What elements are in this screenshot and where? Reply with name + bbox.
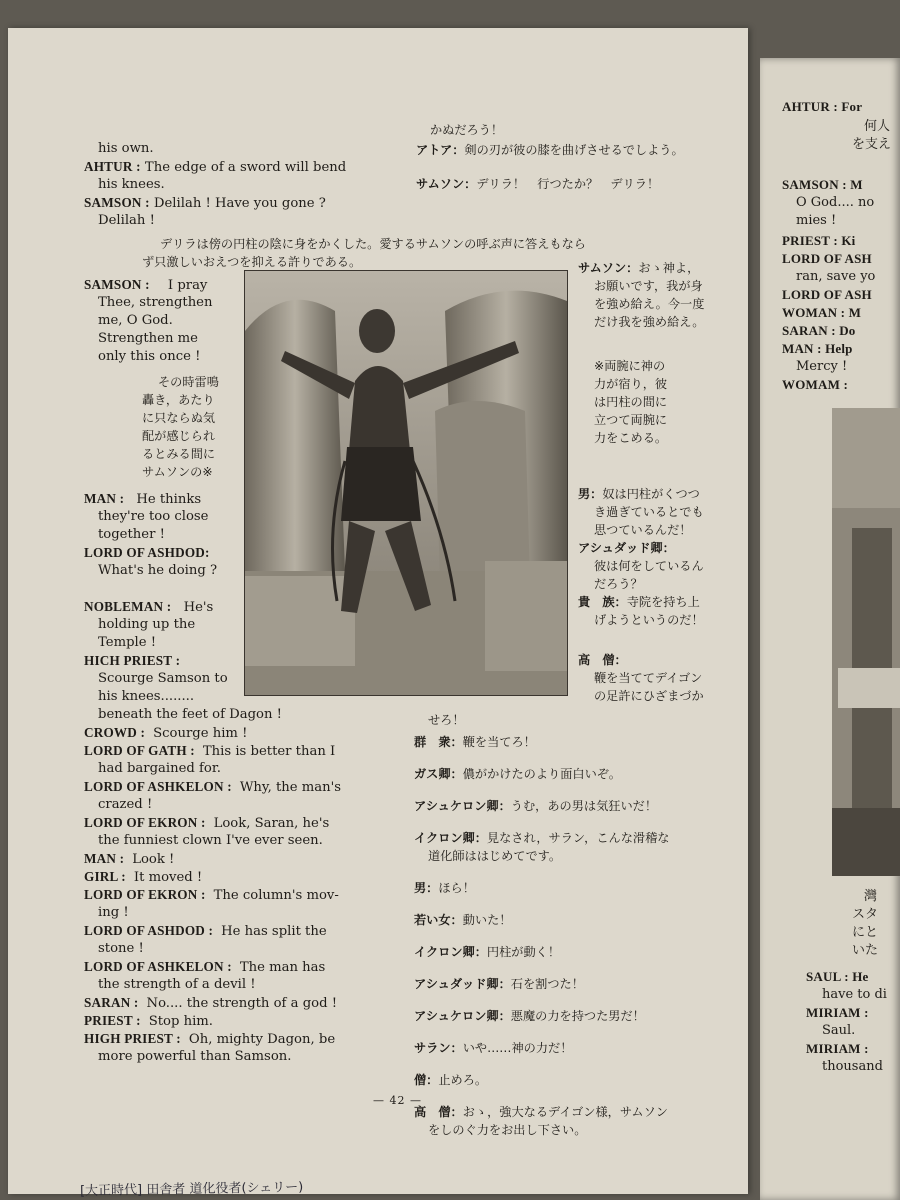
- dialogue-text: This is better than I: [202, 744, 336, 759]
- stage-note-line: 立つて両腕に: [594, 413, 668, 427]
- page-number: — 42 —: [373, 1094, 422, 1107]
- text-line: MAN : Help: [782, 341, 853, 356]
- dialogue-text: 悪魔の力を持つた男だ！: [510, 1009, 645, 1023]
- text-line: SARAN : Do: [782, 323, 856, 338]
- dialogue-line: [414, 830, 669, 847]
- dialogue-line: [414, 1072, 487, 1089]
- speaker-label: CROWD :: [84, 725, 146, 740]
- dialogue-text: The edge of a sword will bend: [144, 160, 347, 175]
- speaker-label: LORD OF EKRON :: [84, 887, 206, 902]
- text-line: 鞭を当ててデイゴン: [594, 671, 703, 685]
- text-line: Scourge Samson to: [98, 671, 228, 686]
- dialogue-text: It moved !: [133, 870, 203, 885]
- text-line: thousand: [822, 1059, 883, 1074]
- dialogue-text: 儂がかけたのより面白いぞ。: [462, 767, 621, 781]
- text-line: WOMAM :: [782, 377, 849, 392]
- text-line: をしのぐ力をお出し下さい。: [428, 1123, 587, 1137]
- speaker-label: HIGH PRIEST :: [84, 1031, 181, 1046]
- stage-direction-line: デリラは傍の円柱の陰に身をかくした。愛するサムソンの呼ぶ声に答えもなら: [160, 237, 586, 251]
- text-line: only this once !: [98, 349, 201, 364]
- speaker-label: ガス卿：: [414, 767, 463, 781]
- text-line: せろ！: [428, 713, 465, 727]
- text-line: の足許にひざまづか: [594, 689, 704, 703]
- text-line: 彼は何をしているん: [594, 559, 704, 573]
- speaker-label: NOBLEMAN :: [84, 599, 172, 614]
- dialogue-samson-en: [84, 194, 326, 212]
- text-line: have to di: [822, 987, 887, 1002]
- text-line: LORD OF ASH: [782, 287, 872, 302]
- dialogue-text: The man has: [239, 960, 326, 975]
- text-line: mies !: [796, 213, 837, 228]
- speaker-label: イクロン卿：: [414, 831, 487, 845]
- dialogue-text: 見なされ，サラン，こんな滑稽な: [486, 831, 670, 845]
- speaker-label: SAMSON :: [84, 277, 150, 292]
- speaker-label: 僧：: [414, 1073, 439, 1087]
- dialogue-line: [414, 976, 584, 993]
- dialogue-text: 円柱が動く！: [486, 945, 561, 959]
- dialogue-line: [84, 1012, 213, 1030]
- speaker-label: 高 僧：: [414, 1105, 463, 1119]
- dialogue-text: He thinks: [136, 492, 202, 507]
- dialogue-line: [84, 922, 327, 940]
- text-line: PRIEST : Ki: [782, 233, 856, 248]
- text-line: the funniest clown I've ever seen.: [98, 833, 323, 848]
- dialogue-line: [414, 944, 560, 961]
- text-line: だろう？: [594, 577, 643, 591]
- dialogue-nobleman-jp: [578, 594, 700, 611]
- text-line: they're too close: [98, 509, 209, 524]
- dialogue-text: おゝ，強大なるデイゴン様，サムソン: [462, 1105, 668, 1119]
- text-line: stone !: [98, 941, 144, 956]
- dialogue-text: うむ，あの男は気狂いだ！: [510, 799, 658, 813]
- stage-note-line: るとみる間に: [142, 447, 216, 461]
- text-line: 灣: [864, 889, 878, 904]
- dialogue-text: 剣の刃が彼の膝を曲げさせるでしよう。: [464, 143, 684, 157]
- speaker-label: 若い女：: [414, 913, 463, 927]
- speaker-label: 高 僧：: [578, 653, 627, 667]
- dialogue-line: [84, 886, 339, 904]
- text-line: me, O God.: [98, 313, 173, 328]
- handwritten-note: [大正時代] 田舎者 道化役者(シェリー): [79, 1180, 304, 1199]
- text-line: the strength of a devil !: [98, 977, 256, 992]
- dialogue-line: [84, 994, 337, 1012]
- speaker-label: GIRL :: [84, 869, 126, 884]
- dialogue-text: Scourge him !: [153, 726, 248, 741]
- speaker-label: HICH PRIEST :: [84, 653, 181, 668]
- text-line: holding up the: [98, 617, 196, 632]
- text-line: SAMSON : M: [782, 177, 863, 192]
- dialogue-line: [414, 1008, 645, 1025]
- speaker-label: 貴 族：: [578, 595, 627, 609]
- dialogue-line: [84, 814, 329, 832]
- stage-note-line: 力をこめる。: [594, 431, 668, 445]
- dialogue-text: 寺院を持ち上: [626, 595, 700, 609]
- dialogue-line: [414, 734, 536, 751]
- dialogue-text: おゝ神よ，: [638, 261, 700, 275]
- text-line: き過ぎているとでも: [594, 505, 704, 519]
- text-line: his own.: [98, 141, 154, 156]
- text-line: beneath the feet of Dagon !: [98, 707, 282, 722]
- text-line: にと: [852, 925, 879, 940]
- text-line: ing !: [98, 905, 129, 920]
- text-line: を強め給え。今一度: [594, 297, 705, 311]
- text-line: Saul.: [822, 1023, 856, 1038]
- text-line: 何人: [864, 119, 891, 134]
- speaker-label: 男：: [414, 881, 439, 895]
- text-line: いた: [852, 943, 879, 958]
- dialogue-text: ほら！: [438, 881, 475, 895]
- text-line: What's he doing ?: [98, 563, 218, 578]
- speaker-label: LORD OF GATH :: [84, 743, 195, 758]
- speaker-label: アトア：: [416, 143, 465, 157]
- dialogue-line: [414, 912, 512, 929]
- text-line: Strengthen me: [98, 331, 198, 346]
- dialogue-text: He has split the: [221, 924, 327, 939]
- dialogue-samson-pray-en: [84, 276, 207, 294]
- text-line: だけ我を強め給え。: [594, 315, 705, 329]
- dialogue-text: He's: [183, 600, 214, 615]
- speaker-label: MAN :: [84, 491, 125, 506]
- speaker-label: MAN :: [84, 851, 125, 866]
- dialogue-text: Oh, mighty Dagon, be: [188, 1032, 336, 1047]
- text-line: AHTUR : For: [782, 99, 863, 114]
- dialogue-man-en: [84, 490, 201, 508]
- book-page-right: [760, 58, 900, 1200]
- text-line: crazed !: [98, 797, 153, 812]
- speaker-label: SARAN :: [84, 995, 139, 1010]
- text-line: ran, save yo: [796, 269, 876, 284]
- film-still-photo: [832, 408, 900, 876]
- speaker-label: LORD OF ASHDOD :: [84, 923, 214, 938]
- text-line: more powerful than Samson.: [98, 1049, 292, 1064]
- dialogue-line: [84, 868, 202, 886]
- speaker-label: アシュダッド卿：: [578, 541, 675, 555]
- text-line: Temple !: [98, 635, 157, 650]
- dialogue-text: I pray: [167, 278, 208, 293]
- stage-note-line: ※両腕に神の: [594, 359, 666, 373]
- dialogue-line: [84, 850, 174, 868]
- dialogue-text: 動いた！: [462, 913, 512, 927]
- text-line: had bargained for.: [98, 761, 221, 776]
- text-line: Mercy !: [796, 359, 848, 374]
- text-line: MIRIAM :: [806, 1041, 869, 1056]
- speaker-label: アシュケロン卿：: [414, 1009, 511, 1023]
- dialogue-text: 奴は円柱がくつつ: [602, 487, 700, 501]
- dialogue-text: Delilah ! Have you gone ?: [153, 196, 326, 211]
- dialogue-text: Stop him.: [148, 1014, 214, 1029]
- text-line: LORD OF ASH: [782, 251, 872, 266]
- speaker-label: サラン：: [414, 1041, 463, 1055]
- dialogue-text: Look !: [132, 852, 175, 867]
- dialogue-line: [414, 1104, 668, 1121]
- speaker-label: 男：: [578, 487, 603, 501]
- stage-note-line: その時雷鳴: [158, 375, 219, 389]
- dialogue-samson-jp: [416, 176, 659, 193]
- film-still-photo: [244, 270, 568, 696]
- dialogue-text: いや……神の力だ！: [462, 1041, 573, 1055]
- dialogue-line: [414, 880, 475, 897]
- speaker-label: LORD OF ASHKELON :: [84, 779, 232, 794]
- dialogue-line: [84, 1030, 335, 1048]
- stage-note-line: 配が感じられ: [142, 429, 216, 443]
- dialogue-line: [84, 958, 325, 976]
- stage-note-line: に只ならぬ気: [142, 411, 216, 425]
- dialogue-text: デリラ！ 行つたか？ デリラ！: [476, 177, 660, 191]
- speaker-label: PRIEST :: [84, 1013, 141, 1028]
- dialogue-text: 石を割つた！: [510, 977, 584, 991]
- dialogue-text: The column's mov-: [213, 888, 339, 903]
- speaker-label: サムソン：: [578, 261, 639, 275]
- dialogue-text: No.... the strength of a god !: [146, 996, 338, 1011]
- dialogue-text: 鞭を当てろ！: [462, 735, 536, 749]
- dialogue-text: Why, the man's: [239, 780, 341, 795]
- temple-interior-illustration: [832, 408, 900, 876]
- text-line: WOMAN : M: [782, 305, 862, 320]
- dialogue-nobleman-en: [84, 598, 213, 616]
- text-line: SAUL : He: [806, 969, 869, 984]
- speaker-label: LORD OF ASHDOD:: [84, 545, 210, 560]
- text-line: かぬだろう！: [430, 123, 504, 137]
- speaker-label: 群 衆：: [414, 735, 463, 749]
- speaker-label: LORD OF EKRON :: [84, 815, 206, 830]
- text-line: 思つているんだ！: [594, 523, 692, 537]
- speaker-label: サムソン：: [416, 177, 477, 191]
- text-line: his knees.: [98, 177, 165, 192]
- text-line: together !: [98, 527, 165, 542]
- stage-note-line: 力が宿り，彼: [594, 377, 668, 391]
- stage-note-line: 轟き，あたり: [142, 393, 215, 407]
- stage-note-line: サムソンの※: [142, 465, 213, 479]
- speaker-label: イクロン卿：: [414, 945, 487, 959]
- dialogue-line: [84, 724, 247, 742]
- dialogue-man-jp: [578, 486, 700, 503]
- speaker-label: アシュケロン卿：: [414, 799, 511, 813]
- dialogue-ahtur-jp: [416, 142, 684, 159]
- dialogue-line: [414, 798, 657, 815]
- text-line: his knees........: [98, 689, 195, 704]
- dialogue-text: Look, Saran, he's: [213, 816, 330, 831]
- book-page-left: [8, 28, 748, 1199]
- dialogue-line: [414, 766, 621, 783]
- text-line: 道化師ははじめてです。: [428, 849, 562, 863]
- speaker-label: AHTUR :: [84, 159, 141, 174]
- samson-pillars-illustration: [245, 271, 567, 695]
- dialogue-line: [414, 1040, 572, 1057]
- text-line: お願いです，我が身: [594, 279, 703, 293]
- dialogue-samson-jp: [578, 260, 699, 277]
- speaker-label: SAMSON :: [84, 195, 150, 210]
- text-line: げようというのだ！: [594, 613, 704, 627]
- dialogue-line: [84, 742, 335, 760]
- text-line: MIRIAM :: [806, 1005, 869, 1020]
- text-line: Delilah !: [98, 213, 155, 228]
- dialogue-text: 止めろ。: [438, 1073, 488, 1087]
- speaker-label: アシュダッド卿：: [414, 977, 511, 991]
- dialogue-line: [84, 778, 341, 796]
- dialogue-ahtur-en: [84, 158, 346, 176]
- text-line: スタ: [852, 907, 879, 922]
- stage-direction-line: ず只激しいおえつを抑える許りである。: [142, 255, 362, 269]
- text-line: O God.... no: [796, 195, 875, 210]
- text-line: を支え: [852, 137, 892, 152]
- speaker-label: LORD OF ASHKELON :: [84, 959, 232, 974]
- text-line: Thee, strengthen: [98, 295, 213, 310]
- stage-note-line: は円柱の間に: [594, 395, 668, 409]
